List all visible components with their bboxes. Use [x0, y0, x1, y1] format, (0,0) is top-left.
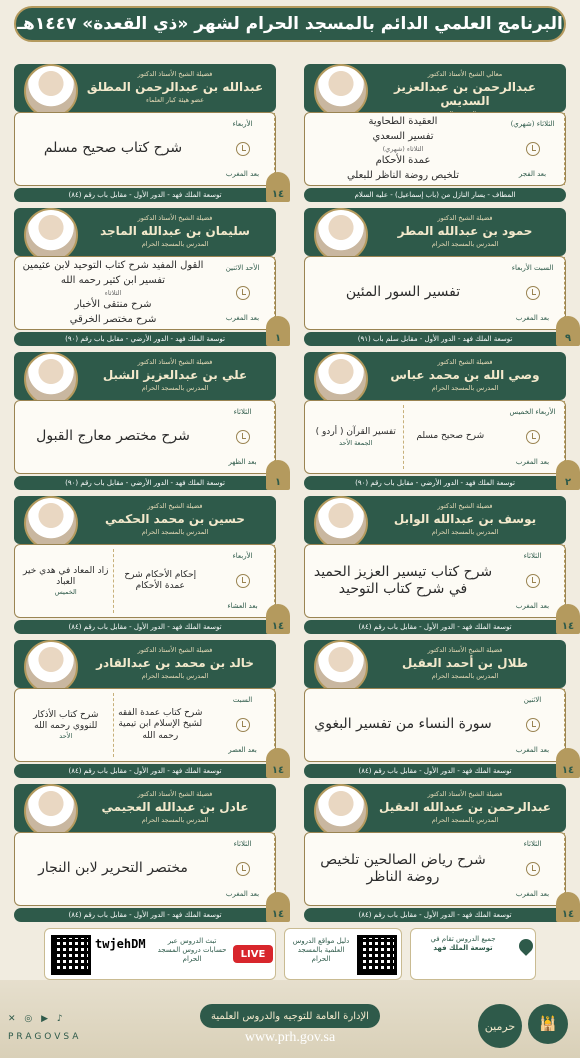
lesson-title: شرح مختصر الخرقي: [69, 313, 157, 325]
lesson-title: تفسير السور المئين: [345, 284, 461, 301]
lesson-day: الثلاثاء: [523, 840, 542, 848]
gate-number-badge: ١٤: [556, 604, 580, 634]
lesson-time: بعد المغرب: [515, 890, 550, 898]
clock-icon: [236, 862, 250, 876]
organization-ribbon: الإدارة العامة للتوجيه والدروس العلمية: [200, 1004, 380, 1028]
scholar-info: [80, 502, 270, 536]
lesson-day: الثلاثاء (شهري): [510, 120, 555, 128]
lesson-location: توسعة الملك فهد - الدور الأول - مقابل باب رقم (٨٤): [14, 620, 276, 634]
guide-box: [284, 928, 402, 980]
scholar-info: [80, 70, 270, 104]
card-body: [14, 688, 276, 762]
card-body: [304, 112, 566, 186]
lesson-location: توسعة الملك فهد - الدور الأول - مقابل باب رقم (٨٤): [14, 908, 276, 922]
lesson-card: [304, 208, 572, 348]
scholar-photo: [24, 640, 78, 694]
lesson-time: بعد العصر: [228, 746, 257, 754]
scholar-info: [370, 214, 560, 248]
scholar-role: المدرس بالمسجد الحرام: [141, 528, 209, 536]
lesson-day: الخميس: [54, 588, 77, 597]
scholar-title: فضيلة الشيخ الأستاذ الدكتور: [137, 646, 213, 654]
lesson-time: بعد المغرب: [515, 314, 550, 322]
lesson-location: توسعة الملك فهد - الدور الأرضي - مقابل باب رقم (٩٠): [14, 476, 276, 490]
scholar-name: عبدالرحمن بن عبدالعزيز السديس: [393, 80, 537, 108]
lesson-location: توسعة الملك فهد - الدور الأول - مقابل سلم باب (٩١): [304, 332, 566, 346]
lesson-card: [304, 640, 575, 780]
lesson-day: الجمعة الأحد: [339, 438, 373, 447]
clock-icon: [526, 718, 540, 732]
gate-number-badge: ١٤: [266, 172, 290, 202]
card-body: [304, 544, 566, 618]
broadcast-box: [44, 928, 276, 980]
scholar-name: يوسف بن عبدالله الوابل: [393, 512, 537, 526]
card-body: [14, 832, 276, 906]
gate-number-badge: ١: [266, 460, 290, 490]
twitter-handle[interactable]: twjehDM: [95, 937, 146, 951]
scholar-title: فضيلة الشيخ الدكتور: [437, 502, 493, 510]
social-icons: ✕ ◎ ▶ ♪: [8, 1014, 66, 1024]
clock-icon: [526, 862, 540, 876]
lesson-time: بعد المغرب: [225, 314, 260, 322]
card-body: [304, 688, 566, 762]
lesson-day: الثلاثاء: [233, 840, 252, 848]
lesson-day: السبت: [232, 696, 253, 704]
lesson-location: توسعة الملك فهد - الدور الأول - مقابل باب رقم (٨٤): [14, 764, 276, 778]
lesson-location: توسعة الملك فهد - الدور الأول - مقابل باب رقم (٨٤): [304, 908, 566, 922]
schedule-column: [501, 257, 565, 329]
scholar-role: المدرس بالمسجد الحرام: [431, 528, 499, 536]
scholar-role: المدرس بالمسجد الحرام: [141, 816, 209, 824]
lesson-card: [14, 784, 285, 924]
lesson-day: الأربعاء: [232, 552, 253, 560]
scholar-photo: [24, 208, 78, 262]
lesson-day: السبت الأربعاء: [511, 264, 554, 272]
scholar-info: [370, 70, 560, 118]
schedule-column: [501, 113, 565, 185]
scholar-info: [80, 646, 270, 680]
scholar-role: المدرس بالمسجد الحرام: [141, 384, 209, 392]
lesson-title: زاد المعاد في هدي خير العباد: [23, 565, 109, 587]
lesson-title: شرح صحيح مسلم: [416, 431, 485, 442]
lesson-card: [14, 496, 285, 636]
clock-icon: [526, 142, 540, 156]
lessons-area: [15, 257, 211, 329]
lesson-day: الثلاثاء: [233, 408, 252, 416]
clock-icon: [526, 286, 540, 300]
clock-icon: [236, 574, 250, 588]
lesson-title: العقيدة الطحاوية: [368, 116, 438, 127]
all-lessons-text: جميع الدروس تقام في: [430, 935, 496, 943]
lessons-area: [15, 545, 211, 617]
lesson-location: توسعة الملك فهد - الدور الأرضي - مقابل باب رقم (٩٠): [304, 476, 566, 490]
lessons-area: [305, 689, 501, 761]
schedule-column: [211, 545, 275, 617]
scholar-info: [80, 214, 270, 248]
lesson-title: شرح رياض الصالحين تلخيص روضة الناظر: [320, 851, 486, 885]
all-lessons-location: توسعة الملك فهد: [433, 944, 493, 953]
scholar-name: علي بن عبدالعزيز الشبل: [102, 368, 248, 382]
clock-icon: [236, 718, 250, 732]
lesson-title: تفسير القرآن ( أردو ): [315, 427, 396, 438]
card-body: [14, 400, 276, 474]
scholar-title: فضيلة الشيخ الأستاذ الدكتور: [137, 790, 213, 798]
lesson-card: [14, 208, 282, 348]
lesson-title: مختصر التحرير لابن النجار: [38, 860, 188, 877]
location-pin-icon: [516, 936, 536, 956]
lesson-title: تفسير السعدي: [372, 130, 434, 142]
lesson-day: الثلاثاء (شهري): [382, 145, 424, 153]
mosque-logo-icon: 🕌: [528, 1004, 568, 1044]
scholar-photo: [24, 64, 78, 118]
scholar-photo: [314, 352, 368, 406]
lesson-day: الأحد: [59, 732, 73, 741]
scholar-name: عبدالرحمن بن عبدالله العقيل: [379, 800, 551, 814]
card-body: [304, 832, 566, 906]
scholar-title: فضيلة الشيخ الأستاذ الدكتور: [137, 214, 213, 222]
scholar-name: عبدالله بن عبدالرحمن المطلق: [86, 80, 264, 94]
card-body: [14, 112, 276, 186]
lesson-day: الأحد الاثنين: [225, 264, 260, 272]
guide-qr-code[interactable]: [357, 935, 397, 975]
lesson-time: بعد العشاء: [227, 602, 258, 610]
scholar-title: فضيلة الشيخ الدكتور: [437, 214, 493, 222]
scholar-info: [370, 358, 560, 392]
lesson-title: إحكام الأحكام شرح عمدة الأحكام: [124, 569, 197, 591]
lesson-day: الثلاثاء: [523, 552, 542, 560]
schedule-column: [211, 257, 275, 329]
broadcast-qr-code[interactable]: [51, 935, 91, 975]
scholar-name: وصي الله بن محمد عباس: [390, 368, 540, 382]
card-body: [14, 256, 276, 330]
scholar-role: المدرس بالمسجد الحرام: [431, 672, 499, 680]
scholar-info: [80, 358, 270, 392]
lesson-title: شرح كتاب عمدة الفقه لشيخ الإسلام ابن تيمية رحمه الله: [118, 708, 203, 741]
gate-number-badge: ١: [266, 316, 290, 346]
scholar-name: خالد بن محمد بن عبدالقادر: [96, 656, 254, 670]
scholar-info: [80, 790, 270, 824]
lesson-location: المطاف - يسار النازل من (باب إسماعيل) - عليه السلام: [304, 188, 566, 202]
lesson-title: شرح كتاب تيسير العزيز الحميد في شرح كتاب التوحيد: [313, 563, 493, 597]
page-title: [14, 6, 566, 42]
lesson-location: توسعة الملك فهد - الدور الأول - مقابل باب رقم (٨٤): [304, 764, 566, 778]
scholar-role: المدرس بالمسجد الحرام: [431, 240, 499, 248]
lesson-day: الاثنين: [523, 696, 542, 704]
scholar-role: المدرس بالمسجد الحرام: [431, 816, 499, 824]
scholar-photo: [314, 496, 368, 550]
gate-number-badge: ١٤: [556, 748, 580, 778]
scholar-role: المدرس بالمسجد الحرام: [431, 384, 499, 392]
schedule-column: [211, 833, 275, 905]
lesson-title: شرح مختصر معارج القبول: [36, 428, 190, 445]
schedule-column: [501, 401, 565, 473]
lesson-time: بعد الفجر: [518, 170, 547, 178]
scholar-photo: [314, 208, 368, 262]
scholar-title: معالي الشيخ الأستاذ الدكتور: [427, 70, 503, 78]
lessons-area: [305, 401, 501, 473]
schedule-column: [501, 689, 565, 761]
card-body: [14, 544, 276, 618]
lesson-day: الأربعاء: [232, 120, 253, 128]
gate-number-badge: ٩: [556, 316, 580, 346]
gate-number-badge: ١٤: [266, 892, 290, 922]
haramain-logo: حرمين: [478, 1004, 522, 1048]
scholar-name: طلال بن أحمد العقيل: [401, 656, 529, 670]
schedule-column: [211, 401, 275, 473]
lesson-title: تلخيص روضة الناظر للبعلي: [346, 169, 460, 181]
scholar-photo: [24, 496, 78, 550]
lesson-time: بعد المغرب: [225, 890, 260, 898]
gate-number-badge: ٢: [556, 460, 580, 490]
lesson-title: شرح كتاب الأذكار للنووي رحمه الله: [33, 709, 99, 731]
scholar-info: [370, 502, 560, 536]
scholar-role: عضو هيئة كبار العلماء: [146, 96, 204, 104]
lesson-title: القول المفيد شرح كتاب التوحيد لابن عثيمين: [22, 260, 204, 271]
lesson-title: شرح كتاب صحيح مسلم: [43, 140, 183, 157]
lessons-area: [305, 257, 501, 329]
scholar-info: [370, 646, 560, 680]
lesson-card: [14, 640, 285, 780]
all-lessons-box: [410, 928, 536, 980]
card-body: [304, 400, 566, 474]
clock-icon: [236, 142, 250, 156]
gate-number-badge: ١٤: [266, 748, 290, 778]
scholar-role: المدرس بالمسجد الحرام: [141, 672, 209, 680]
clock-icon: [236, 430, 250, 444]
lesson-title: شرح منتقى الأخبار: [74, 299, 152, 310]
lessons-area: [305, 113, 501, 185]
gate-number-badge: ١٤: [556, 892, 580, 922]
social-handle[interactable]: PRAGOVSA: [8, 1032, 82, 1042]
clock-icon: [526, 430, 540, 444]
lesson-time: بعد المغرب: [515, 746, 550, 754]
page-title-text: البرنامج العلمي الدائم بالمسجد الحرام لشهر «ذي القعدة» ١٤٤٧هـ: [17, 14, 563, 34]
scholar-photo: [314, 640, 368, 694]
lessons-area: [305, 833, 501, 905]
lesson-card: [304, 784, 575, 924]
lessons-area: [305, 545, 501, 617]
lesson-day: الثلاثاء: [104, 289, 122, 297]
schedule-column: [211, 689, 275, 761]
scholar-photo: [314, 784, 368, 838]
scholar-info: [370, 790, 560, 824]
scholar-name: حمود بن عبدالله المطر: [397, 224, 533, 238]
schedule-column: [501, 833, 565, 905]
lesson-card: [304, 496, 575, 636]
lesson-card: [304, 64, 566, 204]
scholar-title: فضيلة الشيخ الأستاذ الدكتور: [137, 70, 213, 78]
lesson-time: بعد المغرب: [225, 170, 260, 178]
scholar-name: عادل بن عبدالله العجيمي: [101, 800, 249, 814]
lesson-time: بعد المغرب: [515, 458, 550, 466]
lessons-area: [15, 689, 211, 761]
scholar-photo: [24, 784, 78, 838]
lesson-day: الأربعاء الخميس: [509, 408, 556, 416]
scholar-photo: [24, 352, 78, 406]
scholar-title: فضيلة الشيخ الأستاذ الدكتور: [137, 358, 213, 366]
schedule-column: [501, 545, 565, 617]
lesson-location: توسعة الملك فهد - الدور الأرضي - مقابل باب رقم (٩٠): [14, 332, 276, 346]
website-link[interactable]: www.prh.gov.sa: [244, 1030, 336, 1045]
scholar-title: فضيلة الشيخ الأستاذ الدكتور: [427, 646, 503, 654]
gate-number-badge: ١٤: [266, 604, 290, 634]
lesson-card: [14, 64, 285, 204]
scholar-title: فضيلة الشيخ الأستاذ الدكتور: [427, 790, 503, 798]
scholar-name: حسين بن محمد الحكمي: [105, 512, 245, 526]
lesson-title: سورة النساء من تفسير البغوي: [314, 716, 492, 733]
lesson-title: تفسير ابن كثير رحمه الله: [60, 274, 166, 286]
lesson-location: توسعة الملك فهد - الدور الأول - مقابل باب رقم (٨٤): [14, 188, 276, 202]
guide-text: دليل مواقع الدروس العلمية بالمسجد الحرام: [292, 937, 350, 964]
lesson-title: عمدة الأحكام: [375, 155, 431, 166]
scholar-title: فضيلة الشيخ الدكتور: [147, 502, 203, 510]
lessons-area: [15, 833, 211, 905]
lesson-time: بعد المغرب: [515, 602, 550, 610]
card-body: [304, 256, 566, 330]
scholar-photo: [314, 64, 368, 118]
scholar-title: فضيلة الشيخ الدكتور: [437, 358, 493, 366]
lessons-area: [15, 113, 211, 185]
lesson-card: [14, 352, 282, 492]
broadcast-text: تبث الدروس عبر حسابات دروس المسجد الحرام: [157, 937, 227, 964]
lesson-location: توسعة الملك فهد - الدور الأول - مقابل باب رقم (٨٤): [304, 620, 566, 634]
live-badge: LIVE: [233, 945, 273, 963]
schedule-column: [211, 113, 275, 185]
lessons-area: [15, 401, 211, 473]
clock-icon: [236, 286, 250, 300]
scholar-name: سليمان بن عبدالله الماجد: [100, 224, 250, 238]
scholar-role: المدرس بالمسجد الحرام: [141, 240, 209, 248]
lesson-time: بعد الظهر: [228, 458, 257, 466]
clock-icon: [526, 574, 540, 588]
lesson-card: [304, 352, 572, 492]
